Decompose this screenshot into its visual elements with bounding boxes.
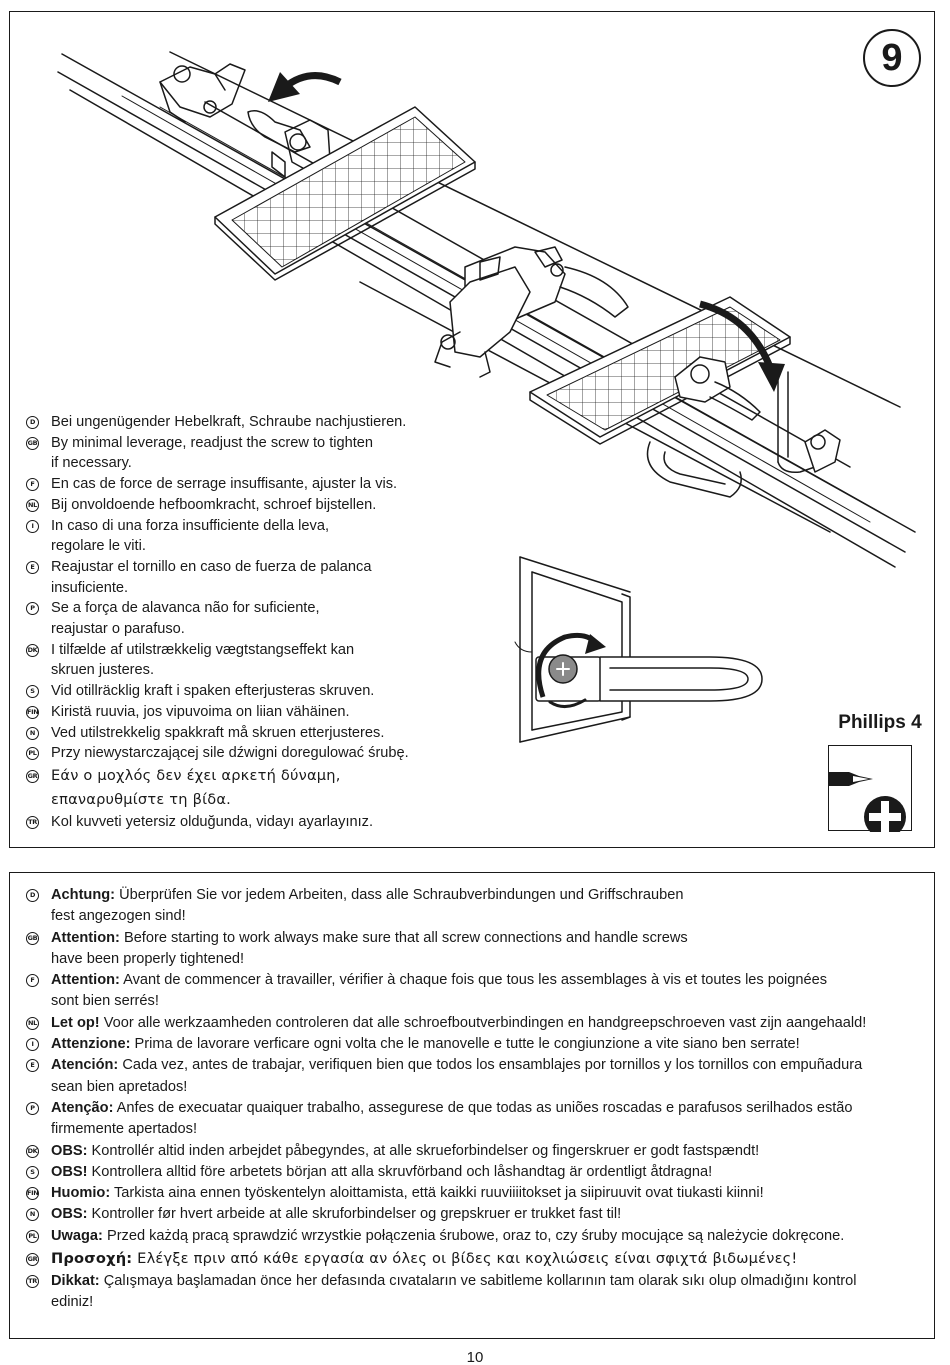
warning-text: Anfes de execuatar quaiquer trabalho, assegurese de que todas as uniões roscadas e parafusos serilhados estão: [113, 1099, 853, 1116]
screw-adjustment-detail: [515, 557, 762, 742]
warning-text: Çalışmaya başlamadan önce her defasında cıvataların ve sabitleme kollarının tam olarak sıkı olup olmadığını kontrol: [99, 1273, 857, 1290]
phillips-screwdriver-icon: [829, 746, 913, 832]
language-badge: E: [26, 1059, 39, 1072]
instruction-text: En cas de force de serrage insuffisante, ajuster la vis.: [51, 476, 398, 493]
language-badge: F: [26, 974, 39, 987]
warning-item: [24, 1183, 929, 1204]
instruction-text: Bei ungenügender Hebelkraft, Schraube nachjustieren.: [51, 414, 407, 430]
warning-item: [24, 928, 929, 971]
warning-text: Prima de lavorare verficare ogni volta che le manovelle e tutte le congiunzione a vite siano ben serrate!: [130, 1036, 800, 1053]
instruction-text-continued: insuficiente.: [51, 579, 129, 596]
warning-prefix: Let op!: [51, 1014, 100, 1031]
language-badge: DK: [26, 1145, 39, 1158]
instruction-item: [24, 723, 464, 744]
language-badge: PL: [26, 747, 39, 760]
instruction-item: [24, 474, 464, 495]
warning-text: Überprüfen Sie vor jedem Arbeiten, dass alle Schraubverbindungen und Griffschrauben: [115, 887, 684, 903]
rotate-arrow-left-icon: [268, 72, 340, 102]
warning-text-continued: fest angezogen sind!: [51, 908, 186, 925]
instruction-item: [24, 764, 464, 812]
warning-item: [24, 1247, 929, 1271]
warning-prefix: Achtung:: [51, 887, 116, 903]
instruction-text: Se a força de alavanca não for suficiente,: [51, 600, 320, 617]
language-badge: GR: [26, 770, 39, 783]
warning-item: [24, 885, 929, 928]
instruction-item: [24, 640, 464, 681]
warning-text: Cada vez, antes de trabajar, verifiquen bien que todos los ensamblajes por tornillos y los tornillos con empuñadura: [118, 1057, 863, 1074]
language-badge: P: [26, 1102, 39, 1115]
warning-item: [24, 970, 929, 1013]
instruction-text: Ved utilstrekkelig spakkraft må skruen etterjusteres.: [51, 724, 385, 741]
instruction-item: [24, 433, 464, 474]
warning-prefix: Attention:: [51, 929, 120, 946]
language-badge: GB: [26, 932, 39, 945]
warning-text: Before starting to work always make sure that all screw connections and handle screws: [119, 929, 688, 946]
tool-label: Phillips 4: [838, 712, 922, 733]
instruction-item: [24, 702, 464, 723]
instruction-text: Kiristä ruuvia, jos vipuvoima on liian vähäinen.: [51, 703, 350, 720]
warning-item: [24, 1055, 929, 1098]
language-badge: GB: [26, 437, 39, 450]
language-badge: FIN: [26, 1187, 39, 1200]
instruction-item: [24, 495, 464, 516]
warning-prefix: Dikkat:: [51, 1273, 100, 1290]
warning-prefix: Attention:: [51, 972, 120, 989]
warning-prefix: Huomio:: [51, 1185, 111, 1202]
instruction-text-continued: επαναρυθμίστε τη βίδα.: [51, 790, 232, 808]
language-badge: NL: [26, 1017, 39, 1030]
instruction-item: [24, 681, 464, 702]
instruction-text-continued: skruen justeres.: [51, 662, 155, 679]
instruction-item: [24, 412, 464, 433]
warning-prefix: Atenção:: [51, 1099, 114, 1116]
warning-text: Kontroller før hvert arbeide at alle skruforbindelser og grepskruer er trukket fast til!: [87, 1206, 622, 1223]
language-badge: FIN: [26, 706, 39, 719]
step-number-badge: 9: [863, 29, 921, 87]
instruction-text: By minimal leverage, readjust the screw to tighten: [51, 434, 374, 451]
warning-text: Kontrollera alltid före arbetets början att alla skruvförband och låshandtag är ordentligt åtdragna!: [87, 1163, 713, 1180]
warning-prefix: OBS:: [51, 1142, 88, 1159]
warning-item: [24, 1013, 929, 1034]
warning-prefix: Atención:: [51, 1057, 119, 1074]
language-badge: I: [26, 1038, 39, 1051]
language-badge: D: [26, 416, 39, 429]
warning-text: Avant de commencer à travailler, vérifier à chaque fois que tous les assemblages à vis et toutes les poignées: [119, 972, 828, 989]
instruction-text: Vid otillräcklig kraft i spaken efterjusteras skruven.: [51, 683, 375, 700]
warning-text-continued: sean bien apretados!: [51, 1078, 188, 1095]
language-badge: PL: [26, 1230, 39, 1243]
warning-text: Tarkista aina ennen työskentelyn aloittamista, että kaikki ruuviiiitokset ja siipiruuvit ovat tiukasti kiinni!: [110, 1185, 764, 1202]
warning-prefix: OBS:: [51, 1206, 88, 1223]
warning-item: [24, 1204, 929, 1225]
language-badge: N: [26, 727, 39, 740]
language-badge: DK: [26, 644, 39, 657]
warning-text-continued: have been properly tightened!: [51, 950, 245, 967]
instruction-text: I tilfælde af utilstrækkelig vægtstangseffekt kan: [51, 641, 355, 658]
lower-grid-platform: [530, 297, 790, 444]
safety-warnings-panel: [9, 872, 935, 1339]
language-badge: I: [26, 520, 39, 533]
instruction-item: [24, 557, 464, 598]
instruction-item: [24, 516, 464, 557]
warning-item: [24, 1034, 929, 1055]
step-9-panel: [9, 11, 935, 848]
language-badge: NL: [26, 499, 39, 512]
upper-grid-platform: [215, 107, 475, 280]
warnings-list: [24, 885, 929, 1314]
warning-text-continued: firmemente apertados!: [51, 1121, 198, 1138]
warning-text-continued: sont bien serrés!: [51, 993, 159, 1010]
warning-prefix: Attenzione:: [51, 1036, 131, 1053]
warning-prefix: OBS!: [51, 1163, 88, 1180]
instruction-text-continued: if necessary.: [51, 455, 132, 472]
right-rail-holder: [778, 372, 840, 472]
left-rail-holder: [160, 64, 245, 122]
instruction-text: Reajustar el tornillo en caso de fuerza de palanca: [51, 558, 372, 575]
warning-text: Kontrollér altid inden arbejdet påbegyndes, at alle skrueforbindelser og fingerskruer er godt fastspændt!: [87, 1142, 760, 1159]
instruction-item: [24, 598, 464, 639]
warning-item: [24, 1141, 929, 1162]
instruction-item: [24, 812, 464, 833]
warning-prefix: Προσοχή:: [51, 1250, 133, 1268]
warning-text: Przed każdą pracą sprawdzić wrzystkie połączenia śrubowe, oraz to, czy śruby mocujące są należycie dokręcone.: [102, 1227, 845, 1244]
instruction-item: [24, 743, 464, 764]
page-number: 10: [466, 1349, 484, 1365]
language-badge: TR: [26, 1275, 39, 1288]
instruction-text-continued: reajustar o parafuso.: [51, 621, 185, 638]
warning-text-continued: ediniz!: [51, 1294, 94, 1311]
instruction-text: Przy niewystarczającej sile dźwigni doregulować śrubę.: [51, 745, 409, 762]
instruction-text: Εάν ο μοχλός δεν έχει αρκετή δύναμη,: [51, 766, 341, 784]
warning-item: [24, 1271, 929, 1314]
instruction-text: In caso di una forza insufficiente della leva,: [51, 517, 329, 534]
warning-item: [24, 1226, 929, 1247]
warning-text: Voor alle werkzaamheden controleren dat alle schroefboutverbindingen en handgreepschroeven vast zijn aangehaald!: [99, 1014, 867, 1031]
warning-item: [24, 1098, 929, 1141]
instruction-text: Bij onvoldoende hefboomkracht, schroef bijstellen.: [51, 496, 377, 513]
tool-icon-box: [828, 745, 912, 831]
warning-text: Ελέγξε πριν από κάθε εργασία αν όλες οι βίδες και κοχλιώσεις είναι σφιχτά βιδωμένες!: [132, 1250, 798, 1268]
language-badge: P: [26, 602, 39, 615]
warning-prefix: Uwaga:: [51, 1227, 103, 1244]
warning-item: [24, 1162, 929, 1183]
language-badge: GR: [26, 1253, 39, 1266]
language-badge: S: [26, 685, 39, 698]
language-badge: N: [26, 1208, 39, 1221]
language-badge: TR: [26, 816, 39, 829]
language-badge: D: [26, 889, 39, 902]
adjust-instructions-list: [24, 412, 464, 833]
language-badge: E: [26, 561, 39, 574]
instruction-text-continued: regolare le viti.: [51, 538, 146, 555]
instruction-text: Kol kuvveti yetersiz olduğunda, vidayı ayarlayınız.: [51, 813, 374, 830]
language-badge: S: [26, 1166, 39, 1179]
language-badge: F: [26, 478, 39, 491]
